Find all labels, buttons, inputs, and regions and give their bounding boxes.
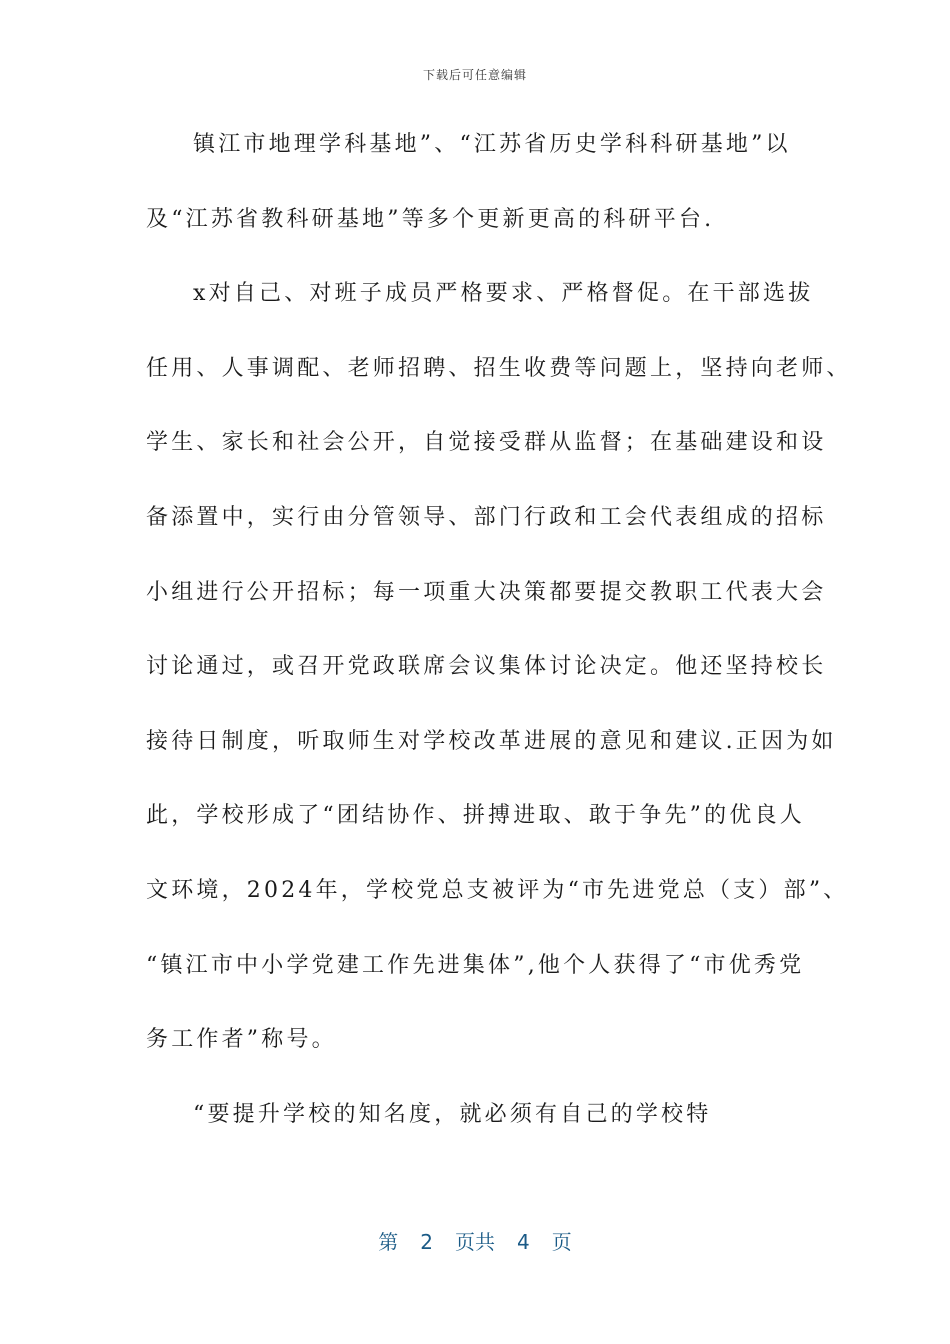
paragraph-2-line-8: 此，学校形成了“团结协作、拼搏进取、敢于争先”的优良人 xyxy=(146,803,805,829)
current-page-number: 2 xyxy=(420,1230,433,1254)
paragraph-2-line-10: “镇江市中小学党建工作先进集体”,他个人获得了“市优秀党 xyxy=(146,952,805,978)
page-label-suffix: 页 xyxy=(551,1230,572,1254)
paragraph-2-line-2: 任用、人事调配、老师招聘、招生收费等问题上，坚持向老师、 xyxy=(146,355,852,381)
document-body xyxy=(146,120,852,1164)
paragraph-2-line-1: x对自己、对班子成员严格要求、严格督促。在干部选拔 xyxy=(193,281,814,307)
paragraph-3-line-1: “要提升学校的知名度，就必须有自己的学校特 xyxy=(193,1101,712,1127)
paragraph-2-line-5: 小组进行公开招标；每一项重大决策都要提交教职工代表大会 xyxy=(146,579,827,605)
page-header-note: 下载后可任意编辑 xyxy=(422,68,527,82)
paragraph-2-line-7: 接待日制度，听取师生对学校改革进展的意见和建议.正因为如 xyxy=(146,728,837,754)
page-label-prefix: 第 xyxy=(378,1230,399,1254)
page-number-footer xyxy=(0,1226,950,1255)
total-pages-number: 4 xyxy=(517,1230,530,1254)
paragraph-1-line-2: 及“江苏省教科研基地”等多个更新更高的科研平台. xyxy=(146,206,715,232)
paragraph-2-line-4: 备添置中，实行由分管领导、部门行政和工会代表组成的招标 xyxy=(146,504,827,530)
paragraph-2-line-3: 学生、家长和社会公开，自觉接受群从监督；在基础建设和设 xyxy=(146,430,827,456)
page-label-mid: 页共 xyxy=(455,1230,495,1254)
paragraph-1-line-1: 镇江市地理学科基地”、“江苏省历史学科科研基地”以 xyxy=(193,132,791,157)
paragraph-2-line-6: 讨论通过，或召开党政联席会议集体讨论决定。他还坚持校长 xyxy=(146,654,827,680)
paragraph-2-line-11: 务工作者”称号。 xyxy=(146,1027,337,1053)
paragraph-2-line-9: 文环境，2024年，学校党总支被评为“市先进党总（支）部”、 xyxy=(146,877,849,903)
